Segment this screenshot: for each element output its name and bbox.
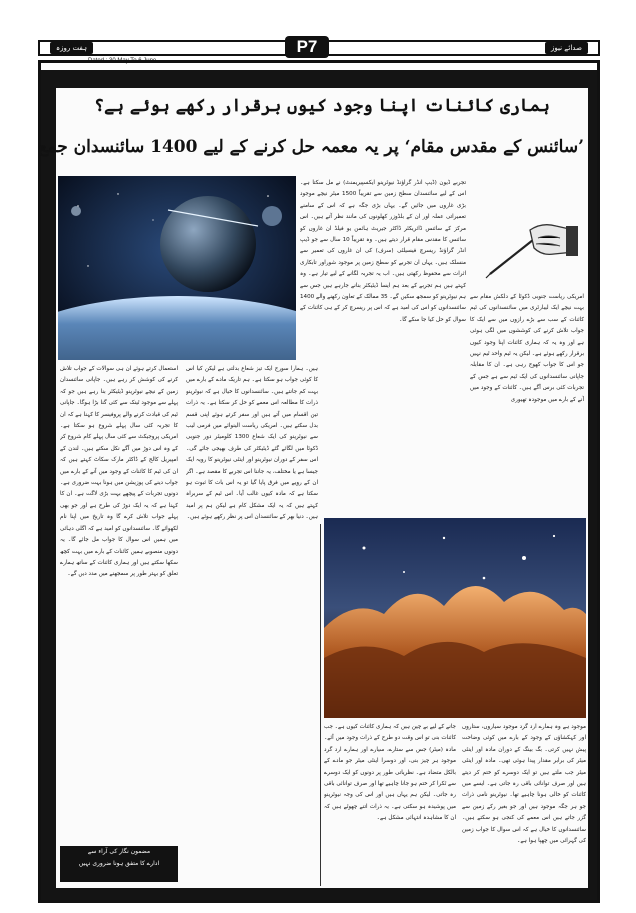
headline-secondary: ’سائنس کے مقدس مقام‘ پر یہ معمہ حل کرنے کے لیے 1400 سائنسدان جمع	[38, 137, 584, 157]
nebula-illustration	[324, 518, 586, 718]
issue-date: Dated : 30 May To 6 June	[88, 58, 157, 64]
column-divider	[320, 524, 321, 886]
space-planets-photo	[58, 176, 296, 360]
hand-pen-illustration	[472, 208, 580, 286]
planet-over-earth-illustration	[58, 176, 296, 360]
article-column-bottom-left-2: ہیں۔ ہمارا سورج ایک تیز شعاع بدلتی ہے لیکن کیا اس کا کوئی جواب ہو سکتا ہے۔ ہم تاریک مادے کے بارے میں بہت کم جانتے ہیں۔ سائنسدانوں کا خیال ہے کہ نیوٹرینو ذرات کا مطالعہ اس معمے کو حل کر سکتا ہے۔ یہ ذرات تین اقسام میں آتے ہیں اور سفر کرتے ہوئے اپنی قسم بدل سکتے ہیں۔ امریکی ریاست الینوائے میں فرمی لیب سے نیوٹرینو کی ایک شعاع 1300 کلومیٹر دور جنوبی ڈکوٹا میں لگائے گئے ڈیٹیکٹر کی طرف بھیجی جائے گی۔ اس سفر کے دوران نیوٹرینو اور اینٹی نیوٹرینو کا رویہ ایک جیسا ہے یا مختلف، یہ جاننا اس تجربے کا مقصد ہے۔ اگر ان کے رویے میں فرق پایا گیا تو یہ اس بات کا ثبوت ہو سکتا ہے کہ مادہ کیوں غالب آیا۔ اس ٹیم کے سربراہ کہتے ہیں کہ یہ ایک مشکل کام ہے لیکن ہم پر امید ہیں۔ دنیا بھر کے سائنسدان اس پر نظر رکھے ہوئے ہیں۔	[186, 366, 318, 521]
headline-primary: ہماری کائنات اپنا وجود کیوں برقرار رکھے ہوئے ہے؟	[94, 96, 550, 116]
article-column-bottom-right: موجود ہے وہ ہمارے ارد گرد موجود سیاروں، ستاروں اور کہکشاؤں کے وجود کے بارے میں کوئی وضاحت پیش نہیں کرتی۔ بگ بینگ کے دوران مادہ اور اینٹی میٹر کی برابر مقدار پیدا ہوئی تھی۔ مادہ اور اینٹی میٹر جب ملتے ہیں تو ایک دوسرے کو ختم کر دیتے ہیں اور صرف توانائی باقی رہ جاتی ہے۔ ایسے میں کائنات کو خالی ہونا چاہیے تھا۔ نیوٹرینو نامی ذرات جو ہر جگہ موجود ہیں اور جو بغیر رکے زمین سے گزر جاتے ہیں اس معمے کی کنجی ہو سکتے ہیں۔ سائنسدانوں کا خیال ہے کہ اس سوال کا جواب زمین کی گہرائی میں چھپا ہوا ہے۔	[462, 724, 586, 845]
masthead-left-tab: ہفت روزہ	[50, 42, 93, 54]
disclaimer-box	[60, 846, 178, 882]
article-column-top-right: امریکی ریاست جنوبی ڈکوٹا کے دلکش مقام سے بہت نیچے ایک لیبارٹری میں سائنسدانوں کی ٹیم کائنات کے سب سے بڑے رازوں میں سے ایک کا جواب تلاش کرنے کی کوششوں میں لگی ہوئی ہے اور وہ یہ کہ ہماری کائنات اپنا وجود کیوں برقرار رکھے ہوئے ہے۔ لیکن یہ ٹیم واحد ٹیم نہیں جو اس کا جواب کھوج رہی ہے۔ ان کا مقابلہ جاپانی سائنسدانوں کی ایک ٹیم سے ہے جس کے تجربات کئی برس آگے ہیں۔ کائنات کے وجود میں آنے کے بارے میں موجودہ تھیوری	[470, 294, 584, 403]
nebula-photo	[324, 518, 586, 718]
article-column-bottom-middle: جانے کے لیے بے چین ہیں کہ ہماری کائنات کیوں ہے۔ جب کائنات بنی تو اس وقت دو طرح کے ذرات وجود میں آئے۔ مادہ (میٹر) جس سے ستارے، سیارے اور ہمارے ارد گرد موجود ہر چیز بنی، اور دوسرا اینٹی میٹر جو مادے کے بالکل متضاد ہے۔ نظریاتی طور پر دونوں کو ایک دوسرے سے ٹکرا کر ختم ہو جانا چاہیے تھا اور صرف توانائی باقی رہ جاتی۔ لیکن ہم یہاں ہیں اور اس کی وجہ نیوٹرینو میں پوشیدہ ہو سکتی ہے۔ یہ ذرات اتنے چھوٹے ہیں کہ ان کا مشاہدہ انتہائی مشکل ہے۔	[324, 724, 456, 822]
masthead-right-tab: صدائے نیوز	[545, 42, 588, 54]
hand-writing-icon	[472, 208, 580, 286]
disclaimer-line-2: ادارے کا متفق ہونا ضروری نہیں	[78, 860, 160, 867]
article-column-top-middle: تجربے ڈیون (ڈیپ انڈر گراؤنڈ نیوٹرینو ایکسپیریمنٹ) نے مل سکتا ہے۔ اس کے لیے سائنسدان سطح زمین سے تقریباً 1500 میٹر نیچے موجود بڑی غاروں میں جائیں گے۔ یہاں بڑی جگہ ہے کہ اس کے سامنے تعمیراتی عملہ اور ان کے بلڈوزر کھلونوں کی مانند نظر آتے ہیں۔ اس مرکز کے سائنس ڈائریکٹر ڈاکٹر جیریٹ ہائمن یو فیلڈ ان غاروں کو سائنس کا مقدس مقام قرار دیتے ہیں۔ وہ تقریباً 10 سال سے جو ڈیپ انڈر گراؤنڈ ریسرچ فیسیلٹی (سرف) کی ان غاروں کی تعمیر سے منسلک ہیں۔ یہاں ان تجربے کو سطح زمین پر موجود شوراور تابکاری اثرات سے محفوظ رکھتی ہیں۔ اب یہ تجربہ لگانے کے لیے تیار ہے۔ وہ کہتے ہیں ہم تجربے کے بعد ہم ایسا ڈیٹیکٹر بنانے جارہے ہیں جس سے ہم نیوٹرینو کو سمجھ سکیں گے۔ 35 ممالک کے تعاون رکھنے والے 1400 سائنسدانوں کو اس کی امید ہے کہ اس پر ریسرچ کر کے ہی کائنات کے سوال کو حل کیا جا سکے گا۔	[300, 180, 466, 323]
disclaimer-line-1: مضمون نگار کی آراء سے	[87, 848, 151, 855]
page-number: P7	[285, 36, 329, 58]
article-column-bottom-left-1: استعمال کرتے ہوئے ان ہی سوالات کے جواب تلاش کرنے کی کوشش کر رہے ہیں۔ جاپانی سائنسدان زمین کے نیچے نیوٹرینو ڈیٹیکٹر بنا رہے ہیں جو کہ پہلے سے موجود ٹینک سے کئی گنا بڑا ہوگا۔ جاپانی ٹیم کی قیادت کرنے والے پروفیسر کا کہنا ہے کہ ان کا تجربہ کئی سال پہلے شروع ہو سکتا ہے۔ امریکی پروجیکٹ سے کئی سال پہلے کام شروع کر کے وہ اس دوڑ میں آگے نکل سکتے ہیں۔ لندن کے امپیریل کالج کے ڈاکٹر مارک سکاٹ کہتے ہیں کہ ان کی ٹیم کا کائنات کے وجود میں آنے کے بارے میں جواب دینے کی پوزیشن میں ہونا بہت ضروری ہے۔ دونوں تجربات کے پیچھے بہت بڑی لاگت ہے۔ ان کا کہنا ہے کہ یہ ایک دوڑ کی طرح ہے اور جو بھی پہلے جواب تلاش کرے گا وہ تاریخ میں اپنا نام لکھوائے گا۔ سائنسدانوں کو امید ہے کہ اگلی دہائی میں ہمیں اس سوال کا جواب مل جائے گا۔ یہ دونوں منصوبے ہمیں کائنات کے بارے میں بہت کچھ سکھا سکتے ہیں اور ہماری کائنات کے ساتھ ہمارے تعلق کو بہتر طور پر سمجھنے میں مدد دیں گے۔	[60, 366, 178, 578]
